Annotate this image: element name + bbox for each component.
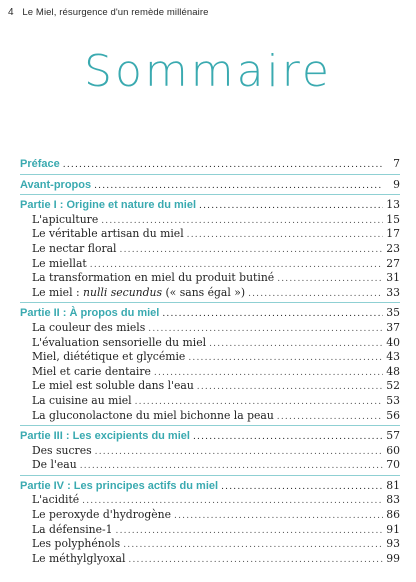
toc-entry-label: L'acidité [32, 493, 80, 507]
dot-leader [199, 199, 383, 214]
toc-part-label: Partie II : À propos du miel [20, 307, 160, 320]
toc-entry-label: La transformation en miel du produit butiné [32, 271, 275, 285]
toc-entry[interactable] [20, 394, 400, 409]
dot-leader [80, 459, 383, 474]
toc-entry-page: 48 [386, 364, 400, 378]
divider [20, 174, 400, 175]
toc-entry-label: Préface [20, 158, 60, 170]
toc-entry[interactable] [20, 409, 400, 424]
toc-entry-page: 23 [386, 241, 400, 255]
toc-entry-label: La défensine-1 [32, 522, 113, 536]
toc-entry[interactable] [20, 444, 400, 459]
toc-entry-page: 93 [386, 537, 400, 551]
toc-part-3[interactable] [20, 429, 400, 444]
dot-leader [123, 538, 383, 553]
toc-entry-label: L'évaluation sensorielle du miel [32, 335, 207, 349]
toc-entry-page: 91 [386, 522, 400, 536]
toc-entry-page: 43 [386, 350, 400, 364]
toc-entry-page: 57 [386, 429, 400, 443]
toc-entry[interactable] [20, 379, 400, 394]
toc-entry-page: 52 [386, 379, 400, 393]
divider [20, 475, 400, 476]
dot-leader [120, 243, 383, 258]
toc-entry-page: 40 [386, 335, 400, 349]
toc-entry-preface[interactable] [20, 157, 400, 172]
toc-entry-label: L'apiculture [32, 212, 99, 226]
dot-leader [101, 214, 383, 229]
label-part: Le miel : [32, 285, 84, 299]
toc-entry[interactable] [20, 458, 400, 473]
toc-entry[interactable] [20, 336, 400, 351]
toc-entry-page: 33 [386, 285, 400, 299]
dot-leader [90, 258, 383, 273]
toc-entry[interactable] [20, 508, 400, 523]
toc-entry[interactable] [20, 523, 400, 538]
toc-entry-label: La gluconolactone du miel bichonne la peau [32, 408, 274, 422]
toc-entry-label: De l'eau [32, 458, 77, 472]
toc-entry-page: 17 [386, 227, 400, 241]
dot-leader [82, 494, 383, 509]
toc-part-2[interactable] [20, 306, 400, 321]
toc-entry-label: Le miel est soluble dans l'eau [32, 379, 194, 393]
toc-entry-label: Le véritable artisan du miel [32, 227, 184, 241]
dot-leader [128, 553, 383, 568]
dot-leader [221, 480, 383, 495]
toc-entry-label: Miel, diététique et glycémie [32, 350, 186, 364]
toc-part-label: Partie I : Origine et nature du miel [20, 199, 197, 212]
toc-entry-avant-propos[interactable] [20, 178, 400, 193]
toc-entry-page: 53 [386, 393, 400, 407]
label-italic: nulli secundus [83, 285, 163, 299]
toc-entry-label: Le nectar floral [32, 241, 117, 255]
toc-entry[interactable] [20, 271, 400, 286]
toc-part-label: Partie III : Les excipients du miel [20, 430, 190, 443]
toc-entry-page: 56 [386, 408, 400, 422]
dot-leader [248, 287, 383, 302]
toc-entry[interactable] [20, 365, 400, 380]
page-number: 4 [8, 7, 14, 18]
dot-leader [277, 410, 383, 425]
dot-leader [94, 179, 383, 194]
toc-entry-page: 81 [386, 478, 400, 492]
dot-leader [135, 395, 383, 410]
toc-entry-page: 37 [386, 320, 400, 334]
toc-entry-page: 15 [386, 212, 400, 226]
toc-entry-label: Les polyphénols [32, 537, 121, 551]
page-title: Sommaire [84, 46, 332, 97]
toc-entry-label: Avant-propos [20, 178, 92, 191]
toc-entry-page: 7 [393, 157, 400, 170]
dot-leader [277, 272, 383, 287]
toc-entry-label: La cuisine au miel [32, 393, 132, 407]
divider [20, 194, 400, 195]
toc-entry-label [32, 286, 245, 301]
toc-entry[interactable] [20, 537, 400, 552]
table-of-contents [20, 157, 400, 566]
toc-entry[interactable] [20, 321, 400, 336]
toc-entry-page: 83 [386, 493, 400, 507]
running-head-text: Le Miel, résurgence d'un remède millénaire [22, 7, 209, 18]
running-head [8, 7, 209, 18]
dot-leader [197, 380, 383, 395]
toc-entry-page: 31 [386, 271, 400, 285]
toc-entry-label: Le peroxyde d'hydrogène [32, 508, 172, 522]
label-part: (« sans égal ») [162, 285, 246, 299]
toc-part-1[interactable] [20, 198, 400, 213]
toc-entry-label: Le miellat [32, 256, 87, 270]
dot-leader [116, 524, 383, 539]
toc-entry-label: Des sucres [32, 443, 92, 457]
dot-leader [209, 337, 383, 352]
dot-leader [187, 228, 383, 243]
toc-entry-page: 13 [386, 198, 400, 212]
toc-entry-page: 99 [386, 551, 400, 565]
dot-leader [162, 307, 383, 322]
toc-entry-page: 86 [386, 508, 400, 522]
toc-entry[interactable] [20, 242, 400, 257]
dot-leader [95, 445, 383, 460]
dot-leader [148, 322, 383, 337]
toc-entry-page: 27 [386, 256, 400, 270]
toc-entry-page: 9 [393, 177, 400, 191]
toc-entry-label: La couleur des miels [32, 320, 146, 334]
toc-entry[interactable] [20, 493, 400, 508]
toc-entry[interactable] [20, 286, 400, 301]
toc-entry-page: 35 [386, 306, 400, 320]
dot-leader [63, 158, 383, 173]
toc-entry-page: 70 [386, 458, 400, 472]
toc-entry[interactable] [20, 227, 400, 242]
toc-entry[interactable] [20, 350, 400, 365]
dot-leader [193, 430, 383, 445]
toc-entry[interactable] [20, 257, 400, 272]
toc-entry-label: Le méthylglyoxal [32, 551, 126, 565]
divider [20, 425, 400, 426]
toc-entry[interactable] [20, 552, 400, 567]
toc-entry-label: Miel et carie dentaire [32, 364, 151, 378]
toc-entry-page: 60 [386, 443, 400, 457]
dot-leader [188, 351, 383, 366]
dot-leader [154, 366, 383, 381]
dot-leader [174, 509, 383, 524]
toc-part-label: Partie IV : Les principes actifs du miel [20, 479, 219, 492]
divider [20, 302, 400, 303]
toc-entry[interactable] [20, 213, 400, 228]
toc-part-4[interactable] [20, 479, 400, 494]
